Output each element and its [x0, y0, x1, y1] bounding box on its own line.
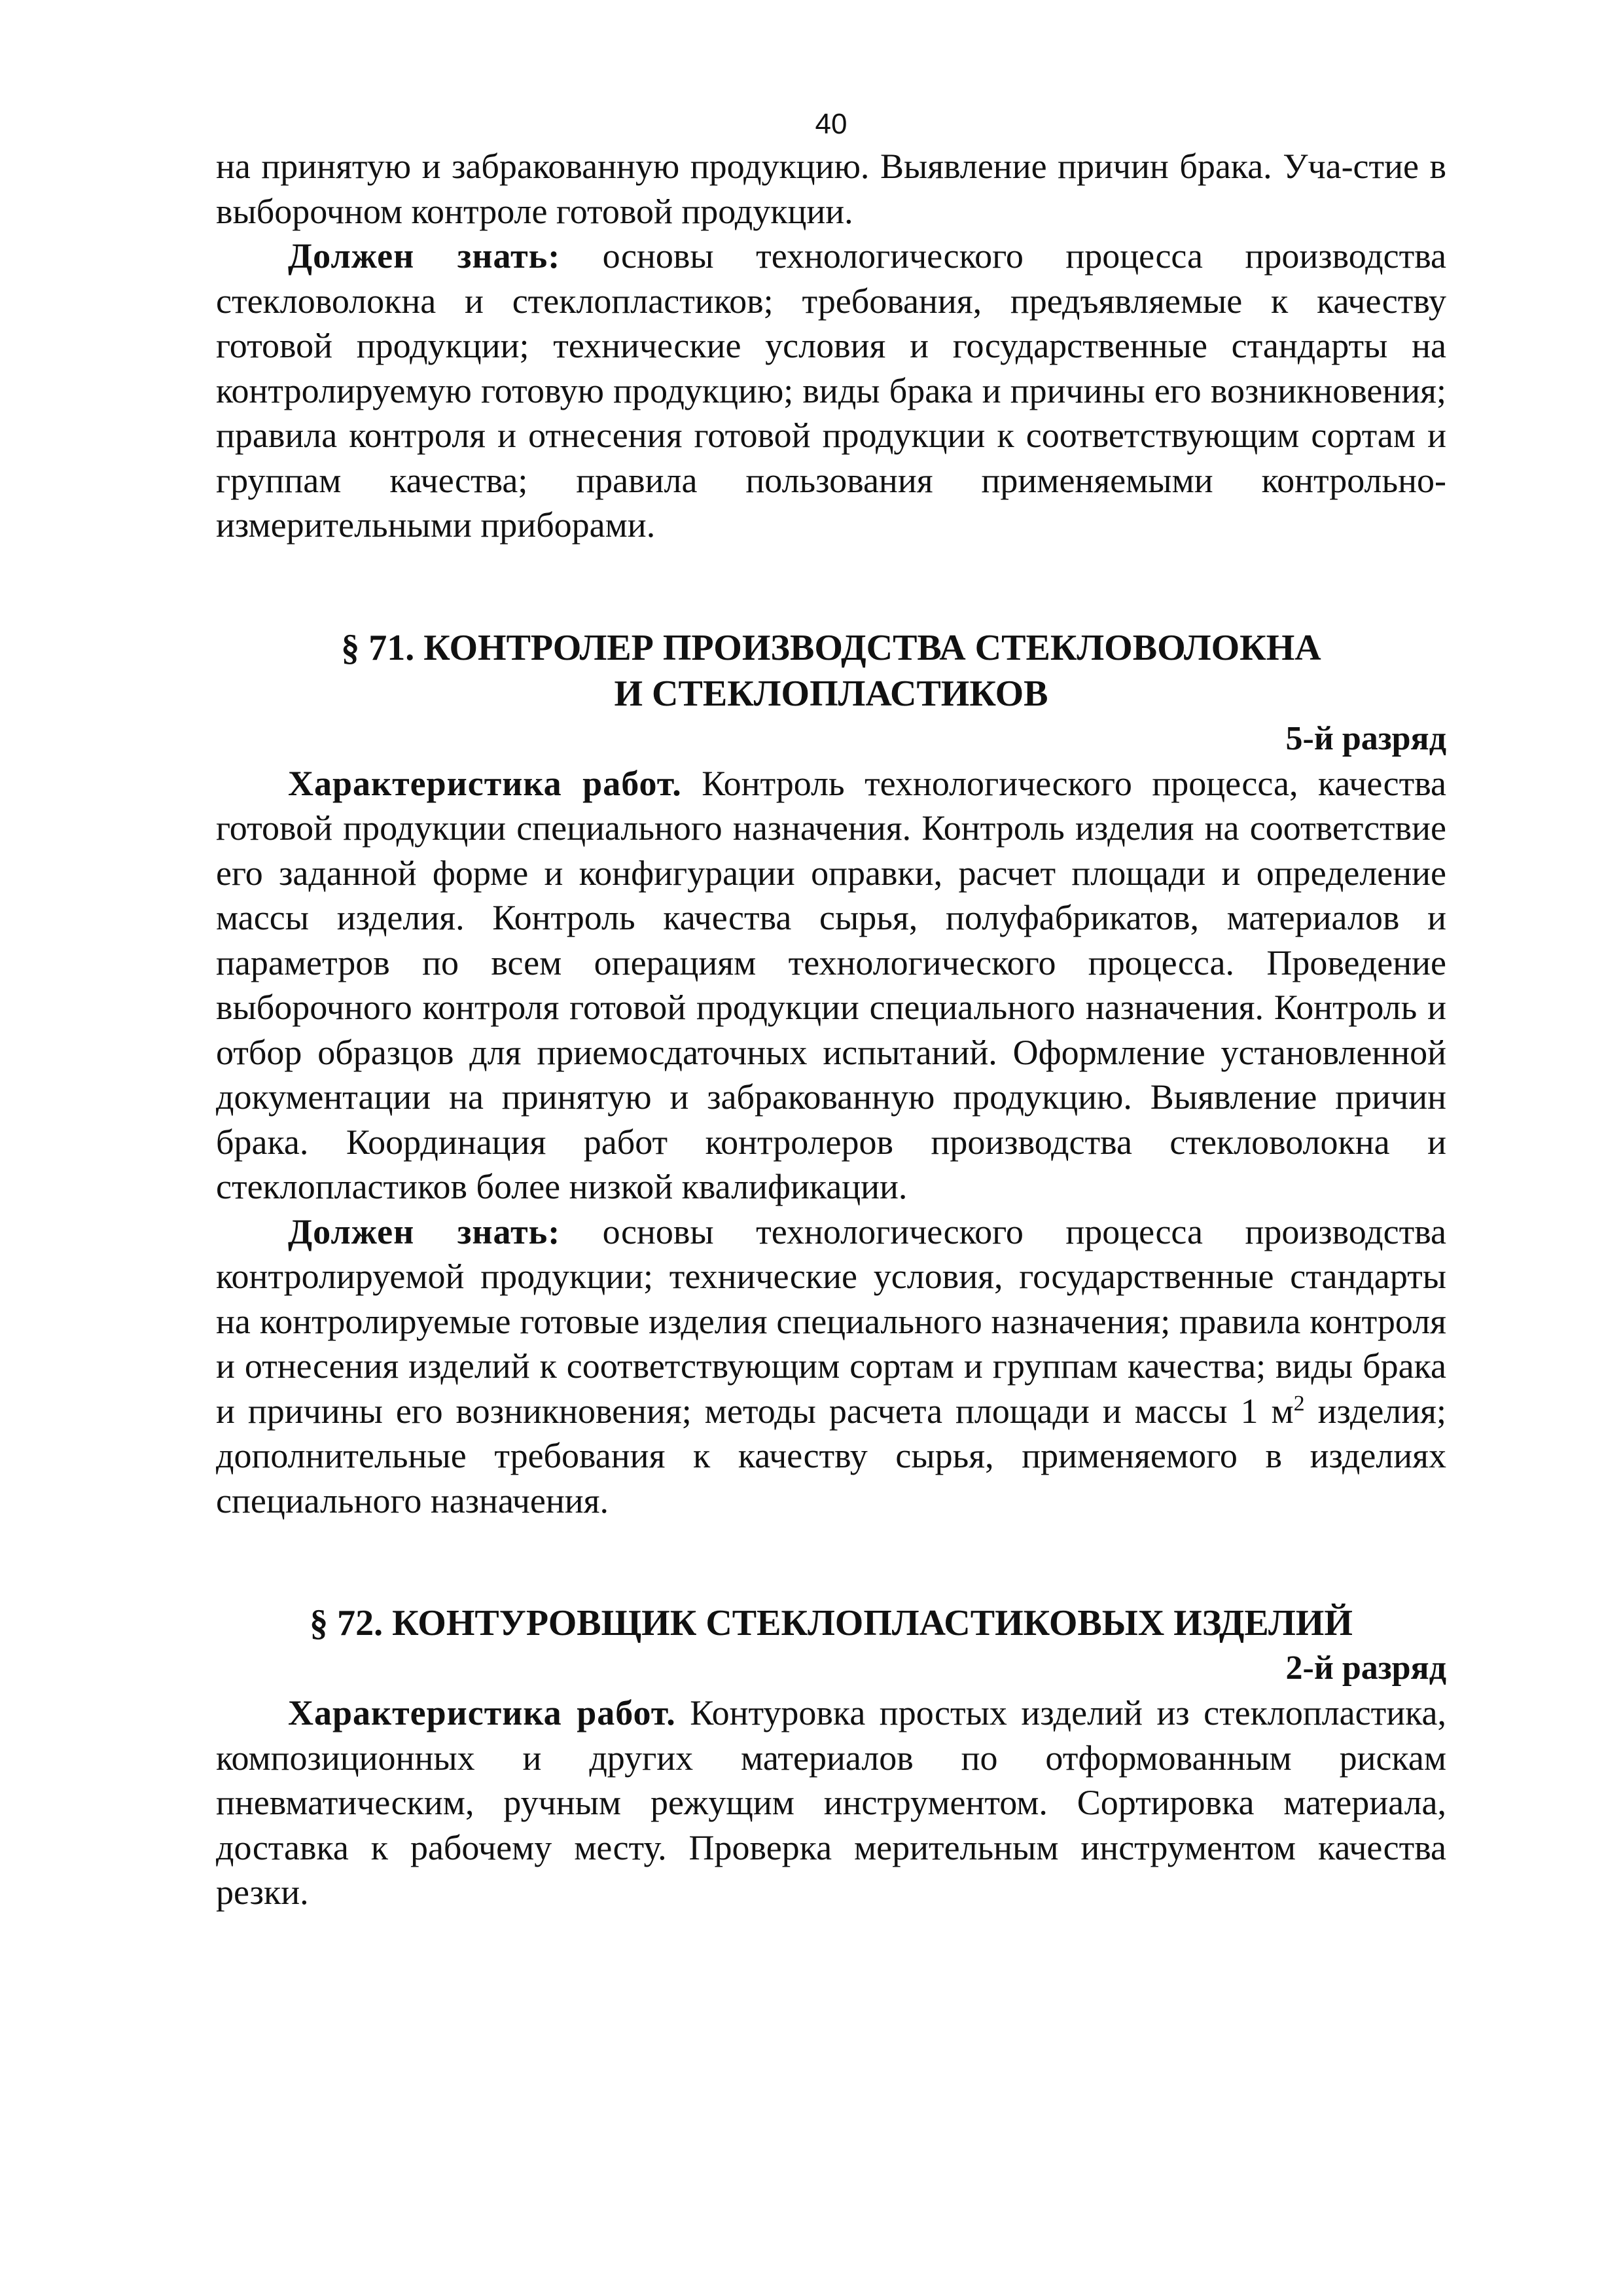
- work-lead: Характеристика работ.: [288, 1693, 676, 1732]
- section-gap: [216, 1523, 1446, 1600]
- superscript-two: 2: [1293, 1391, 1305, 1416]
- section-72-heading: § 72. КОНТУРОВЩИК СТЕКЛОПЛАСТИКОВЫХ ИЗДЕЛИЙ: [310, 1603, 1353, 1643]
- work-text: Контроль технологического процесса, качества готовой продукции специального назначения. Контроль изделия на соответствие его заданной форме и конфигурации оправки, расчет площади и определение массы изделия. Контроль качества сырья, полуфабрикатов, материалов и параметров по всем операциям технологического процесса. Проведение выборочного контроля готовой продукции специального назначения. Контроль и отбор образцов для приемосдаточных испытаний. Оформление установленной документации на принятую и забракованную продукцию. Выявление причин брака. Координация работ контролеров производства стекловолокна и стеклопластиков более низкой квалификации.: [216, 763, 1446, 1206]
- section-72-work-paragraph: [216, 1691, 1446, 1915]
- continuation-paragraph: на принятую и забракованную продукцию. Выявление причин брака. Уча-стие в выборочном контроле готовой продукции.: [216, 147, 1446, 231]
- document-page: [216, 105, 1446, 1915]
- section-71-heading-line1: § 71. КОНТРОЛЕР ПРОИЗВОДСТВА СТЕКЛОВОЛОКНА: [341, 627, 1321, 668]
- work-text: Контуровка простых изделий из стеклопластика, композиционных и других материалов по отформованным рискам пневматическим, ручным режущим инструментом. Сортировка материала, доставка к рабочему месту. Проверка мерительным инструментом качества резки.: [216, 1693, 1446, 1912]
- knowledge-text-after: изделия; дополнительные требования к качеству сырья, применяемого в изделиях специального назначения.: [216, 1391, 1446, 1520]
- knowledge-lead: Должен знать:: [288, 236, 561, 276]
- knowledge-text: основы технологического процесса производства стекловолокна и стеклопластиков; требования, предъявляемые к качеству готовой продукции; технические условия и государственные стандарты на контролируемую готовую продукцию; виды брака и причины его возникновения; правила контроля и отнесения готовой продукции к соответствующим сортам и группам качества; правила пользования применяемыми контрольно-измерительными приборами.: [216, 236, 1446, 545]
- section-gap: [216, 548, 1446, 625]
- section-71-knowledge-paragraph: [216, 1210, 1446, 1524]
- section-71-heading-line2: И СТЕКЛОПЛАСТИКОВ: [614, 673, 1048, 714]
- knowledge-lead: Должен знать:: [288, 1211, 561, 1251]
- page-number: 40: [815, 108, 847, 140]
- section-72-grade: 2-й разряд: [1285, 1649, 1446, 1687]
- knowledge-text-before: основы технологического процесса производства контролируемой продукции; технические условия, государственные стандарты на контролируемые готовые изделия специального назначения; правила контроля и отнесения изделий к соответствующим сортам и группам качества; виды брака и причины его возникновения; методы расчета площади и массы 1 м: [216, 1211, 1446, 1431]
- work-lead: Характеристика работ.: [288, 763, 682, 803]
- section-71-grade: 5-й разряд: [1285, 719, 1446, 757]
- continuation-knowledge-paragraph: [216, 234, 1446, 548]
- section-71-work-paragraph: [216, 761, 1446, 1210]
